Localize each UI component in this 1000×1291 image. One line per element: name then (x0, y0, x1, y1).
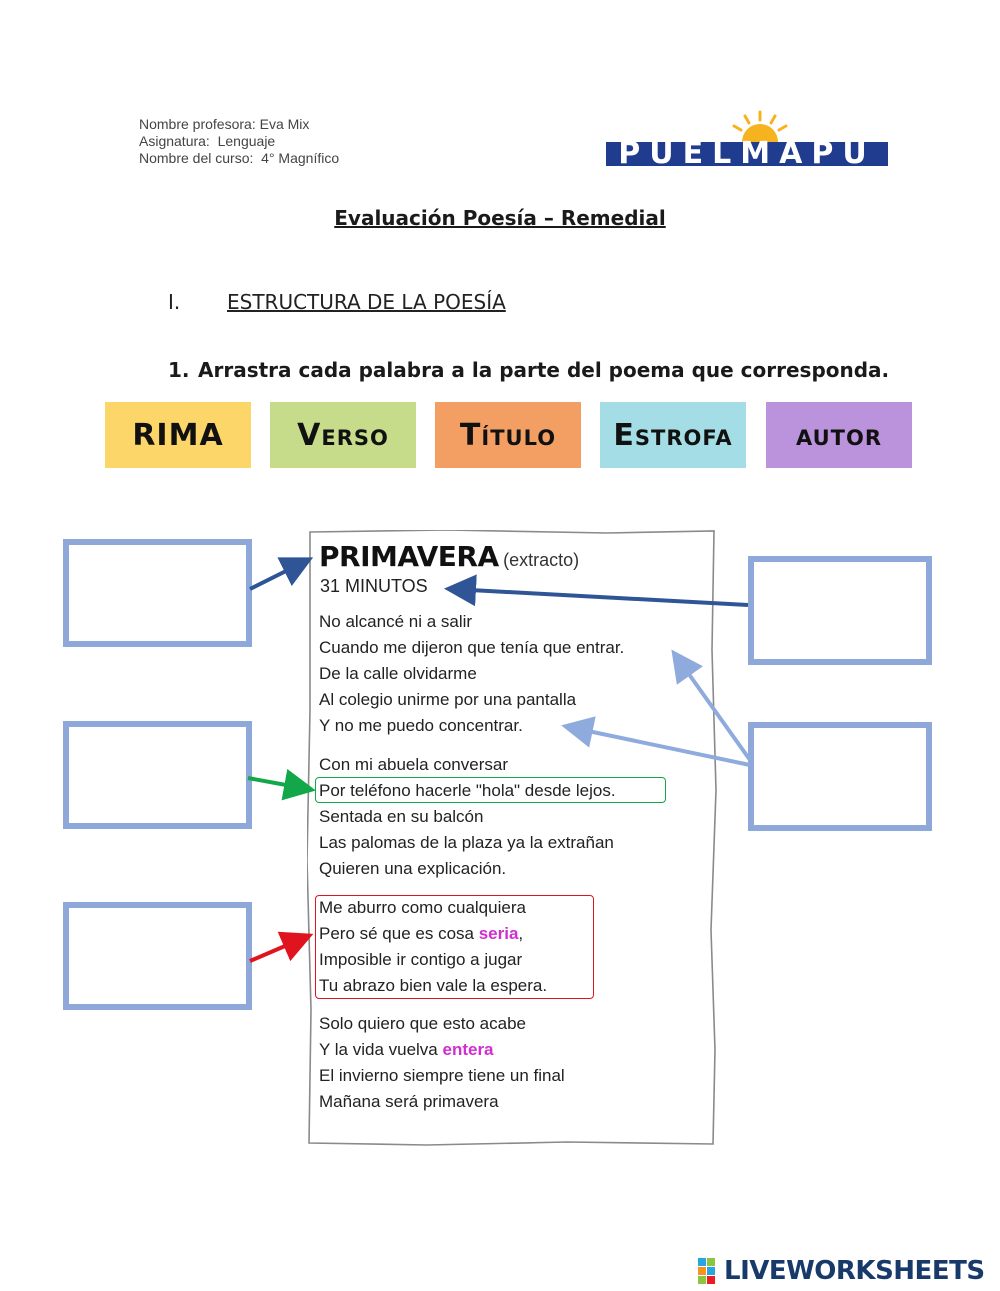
word-card-estrofa[interactable]: Estrofa (600, 402, 746, 468)
word-card-titulo[interactable]: Título (435, 402, 581, 468)
subject-name: Asignatura: Lenguaje (139, 133, 276, 149)
poem-line: Mañana será primavera (319, 1092, 499, 1111)
liveworksheets-text: LIVEWORKSHEETS (724, 1256, 985, 1286)
arrow-to-stanza (250, 937, 306, 961)
arrow-to-author (452, 589, 748, 605)
poem-line: No alcancé ni a salir (319, 612, 473, 631)
instruction-text: Arrastra cada palabra a la parte del poema que corresponda. (198, 358, 890, 382)
logo-text: PUELMAPU (618, 137, 876, 166)
liveworksheets-logo (698, 1256, 985, 1286)
course-name: Nombre del curso: 4° Magnífico (139, 150, 340, 166)
poem-author: 31 MINUTOS (320, 576, 428, 596)
poem-line: Al colegio unirme por una pantalla (319, 690, 577, 709)
poem-line: Tu abrazo bien vale la espera. (319, 976, 548, 995)
rhyme-word: entera (442, 1040, 494, 1059)
poem-line-text: Y la vida vuelva (319, 1040, 443, 1059)
arrow-to-rhyme-1 (676, 656, 750, 760)
poem-line: Sentada en su balcón (319, 807, 484, 826)
poem-line: Solo quiero que esto acabe (319, 1014, 526, 1033)
section-title: ESTRUCTURA DE LA POESÍA (227, 290, 506, 314)
poem-line: Y no me puedo concentrar. (319, 716, 523, 735)
poem-line: De la calle olvidarme (319, 664, 477, 683)
poem-line: Las palomas de la plaza ya la extrañan (319, 833, 614, 852)
liveworksheets-icon (698, 1258, 724, 1284)
arrow-to-title (250, 561, 306, 589)
poem-line: Quieren una explicación. (319, 859, 507, 878)
poem-title-note: (extracto) (503, 550, 580, 570)
arrow-to-verse (248, 778, 308, 789)
poem-line: Imposible ir contigo a jugar (319, 950, 523, 969)
poem-line-text: Pero sé que es cosa (319, 924, 479, 943)
poem-line: El invierno siempre tiene un final (319, 1066, 565, 1085)
rhyme-word: seria (478, 924, 519, 943)
document-title: Evaluación Poesía – Remedial (334, 206, 666, 230)
word-card-autor[interactable]: autor (766, 402, 912, 468)
poem-title-main: PRIMAVERA (319, 540, 499, 573)
instruction-number: 1. (168, 358, 190, 382)
arrow-to-rhyme-2 (569, 727, 750, 765)
section-number: I. (168, 290, 181, 314)
poem-line: Con mi abuela conversar (319, 755, 508, 774)
word-card-rima[interactable]: RIMA (105, 402, 251, 468)
teacher-name: Nombre profesora: Eva Mix (139, 116, 310, 132)
word-card-verso[interactable]: Verso (270, 402, 416, 468)
poem-line: Cuando me dijeron que tenía que entrar. (319, 638, 625, 657)
poem-line: Me aburro como cualquiera (319, 898, 526, 917)
poem-line-text: , (518, 924, 524, 943)
poem-line-highlighted-verse: Por teléfono hacerle "hola" desde lejos. (319, 781, 616, 800)
